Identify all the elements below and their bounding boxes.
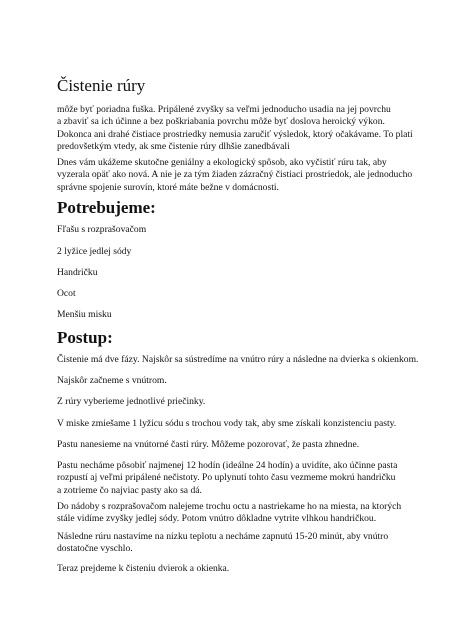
text-line: Pastu necháme pôsobiť najmenej 12 hodín (ideálne 24 hodín) a uvidíte, ako účinne pasta [57,460,398,471]
text-line: Najskôr začneme s vnútrom. [57,375,167,386]
text-line: dostatočne vyschlo. [57,543,133,555]
step-paragraph [57,418,457,430]
text-line: a zotrieme čo najviac pasty ako sa dá. [57,484,202,496]
intro-paragraph [57,104,457,154]
text-line: Z rúry vyberieme jednotlivé priečinky. [57,396,206,407]
steps-heading: Postup: [57,328,113,347]
page-title: Čistenie rúry [57,76,146,95]
intro-paragraph [57,157,457,194]
step-paragraph [57,563,457,575]
step-paragraph [57,439,457,451]
text-line: môže byť poriadna fuška. Pripálené zvyšky sa veľmi jednoducho usadia na jej povrchu [57,104,391,115]
ingredient-item: Menšiu misku [57,309,112,320]
text-line: Do nádoby s rozprašovačom nalejeme trochu octu a nastriekame ho na miesta, na ktorých [57,501,402,512]
text-line: predovšetkým vtedy, ak sme čistenie rúry dlhšie zanedbávali [57,141,290,153]
text-line: Pastu nanesieme na vnútorné časti rúry. Môžeme pozorovať, že pasta zhnedne. [57,439,360,450]
ingredient-item: 2 lyžice jedlej sódy [57,246,132,257]
step-paragraph [57,354,457,366]
text-line: rozpustí aj veľmi pripálené nečistoty. Po uplynutí tohto času vezmeme mokrú handričku [57,472,396,484]
ingredients-heading: Potrebujeme: [57,198,156,217]
text-line: stále vidíme zvyšky jedlej sódy. Potom vnútro dôkladne vytrite vlhkou handričkou. [57,513,377,525]
text-line: správne spojenie surovín, ktoré máte bežne v domácnosti. [57,181,279,193]
step-paragraph [57,375,457,387]
step-paragraph [57,531,457,556]
text-line: Dnes vám ukážeme skutočne geniálny a ekologický spôsob, ako vyčistiť rúru tak, aby [57,157,387,168]
step-paragraph [57,460,457,497]
step-paragraph [57,396,457,408]
ingredient-item: Ocot [57,288,76,299]
text-line: V miske zmiešame 1 lyžicu sódu s trochou vody tak, aby sme získali konzistenciu pasty. [57,418,397,429]
step-paragraph [57,501,457,526]
text-line: Dokonca ani drahé čistiace prostriedky nemusia zaručiť výsledok, ktorý očakávame. To platí [57,128,413,140]
text-line: Teraz prejdeme k čisteniu dvierok a okienka. [57,563,230,574]
ingredient-item: Handričku [57,267,98,278]
text-line: a zbaviť sa ich účinne a bez poškriabania povrchu môže byť doslova heroický výkon. [57,116,385,128]
text-line: Čistenie má dve fázy. Najskôr sa sústredíme na vnútro rúry a následne na dvierka s okienkom. [57,354,419,365]
text-line: Následne rúru nastavíme na nízku teplotu a necháme zapnutú 15-20 minút, aby vnútro [57,531,389,542]
text-line: vyzerala opäť ako nová. A nie je za tým žiaden zázračný čistiaci prostriedok, ale jednoducho [57,169,413,181]
ingredient-item: Fľašu s rozprašovačom [57,224,147,235]
